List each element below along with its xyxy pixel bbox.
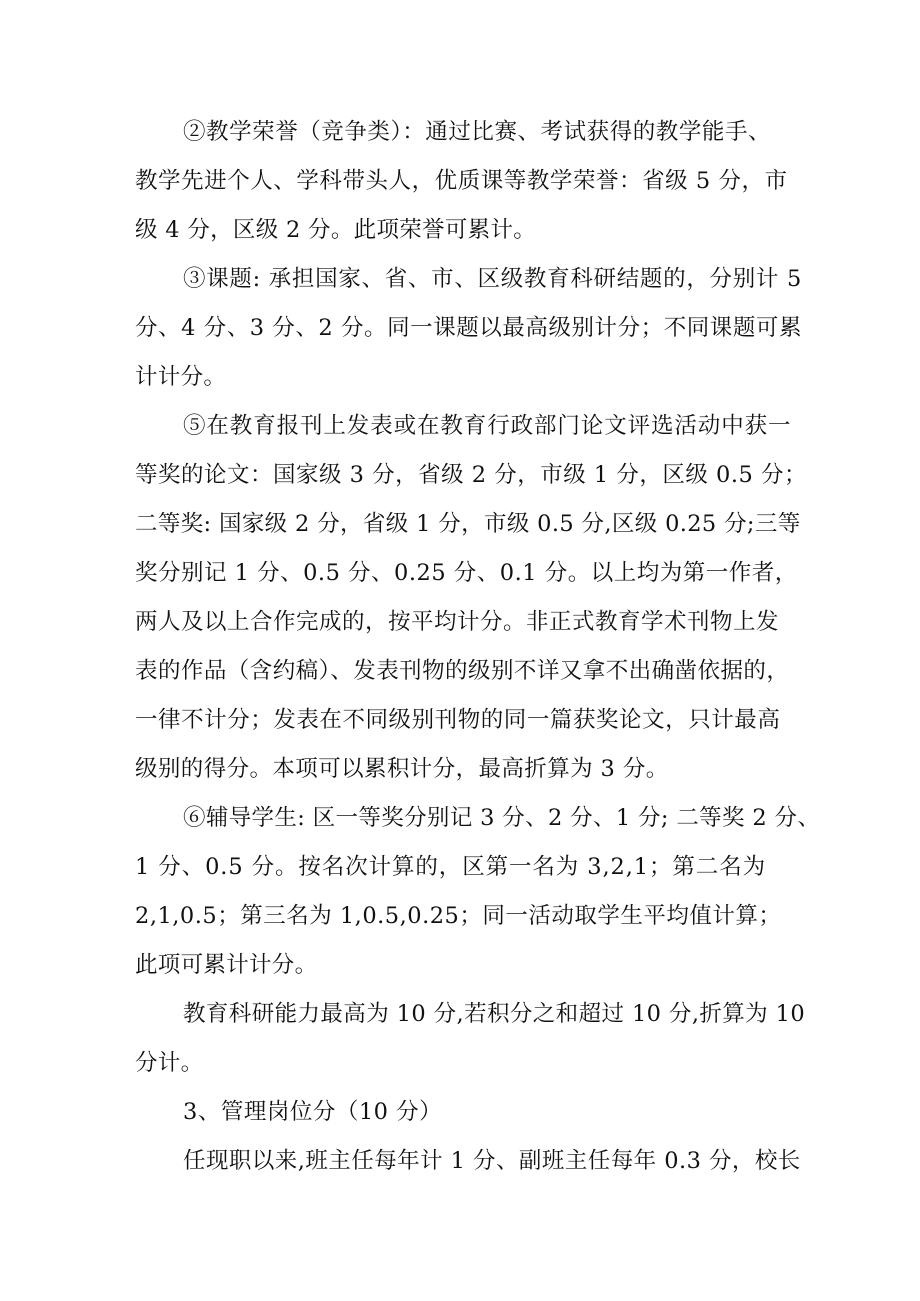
text-line: 级别的得分。本项可以累积计分，最高折算为 3 分。 [135,756,669,782]
text-line: 1 分、0.5 分。按名次计算的，区第一名为 3,2,1；第二名为 [135,854,767,880]
text-line: 一律不计分；发表在不同级别刊物的同一篇获奖论文，只计最高 [135,707,781,733]
section-heading: 3、管理岗位分（10 分） [183,1099,443,1125]
text-line: 教育科研能力最高为 10 分,若积分之和超过 10 分,折算为 10 [183,1001,806,1027]
text-line: 级 4 分，区级 2 分。此项荣誉可累计。 [135,217,537,243]
text-line: 奖分别记 1 分、0.5 分、0.25 分、0.1 分。以上均为第一作者， [135,560,798,586]
text-line: 二等奖: 国家级 2 分，省级 1 分，市级 0.5 分,区级 0.25 分;三等 [135,511,801,537]
text-line: ②教学荣誉（竞争类）：通过比赛、考试获得的教学能手、 [183,119,772,145]
text-line: ⑤在教育报刊上发表或在教育行政部门论文评选活动中获一 [183,413,792,439]
text-line: 任现职以来,班主任每年计 1 分、副班主任每年 0.3 分，校长 [183,1148,801,1174]
text-line: ③课题: 承担国家、省、市、区级教育科研结题的，分别计 5 [183,266,803,292]
text-line: 两人及以上合作完成的，按平均计分。非正式教育学术刊物上发 [135,609,780,635]
text-line: 此项可累计计分。 [135,952,318,978]
text-line: 分、4 分、3 分、2 分。同一课题以最高级别计分；不同课题可累 [135,315,803,341]
text-line: 2,1,0.5；第三名为 1,0.5,0.25；同一活动取学生平均值计算； [135,903,782,929]
text-line: ⑥辅导学生: 区一等奖分别记 3 分、2 分、1 分; 二等奖 2 分、 [183,805,821,831]
text-line: 分计。 [135,1050,204,1076]
text-line: 表的作品（含约稿）、发表刊物的级别不详又拿不出确凿依据的， [135,658,790,684]
text-line: 等奖的论文：国家级 3 分，省级 2 分，市级 1 分，区级 0.5 分； [135,462,807,488]
text-line: 教学先进个人、学科带头人，优质课等教学荣誉：省级 5 分，市 [135,168,788,194]
text-line: 计计分。 [135,364,227,390]
